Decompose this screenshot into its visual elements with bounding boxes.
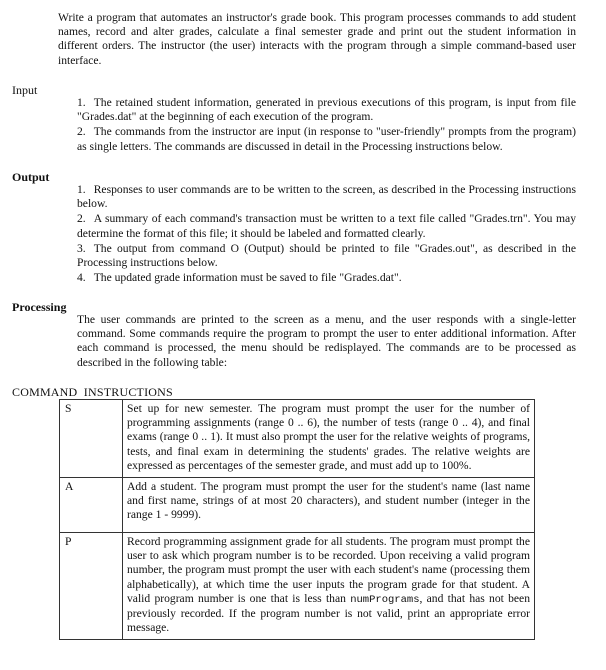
command-description: Record programming assignment grade for all students. The program must prompt the user to ask which program number is to be recorded. Upon receiving a valid program number, the program must prompt the user with each student's name (processing them alphabetically), at which time the user inputs the program grade for that student. A valid program number is one that is less than numPrograms, and that has not been previously recorded. If the program number is not valid, print an appropriate error message. xyxy=(123,533,535,640)
command-code: S xyxy=(60,400,123,478)
section-label-output: Output xyxy=(12,170,50,184)
input-list xyxy=(77,96,576,155)
table-row xyxy=(60,533,535,640)
command-description: Add a student. The program must prompt the user for the student's name (last name and first name, strings of at most 20 characters), and student number (integer in the range 1 - 9999). xyxy=(123,478,535,533)
command-code: A xyxy=(60,478,123,533)
intro-paragraph: Write a program that automates an instructor's grade book. This program processes commands to add student names, record and alter grades, calculate a final semester grade and print out the student information in different orders. The instructor (the user) interacts with the program through a simple command-based user interface. xyxy=(58,11,576,67)
table-row xyxy=(60,400,535,478)
code-identifier: numPrograms xyxy=(350,593,420,606)
list-item: 2. The commands from the instructor are input (in response to "user-friendly" prompts from the program) as single letters. The commands are discussed in detail in the Processing instructions below. xyxy=(77,125,576,153)
table-row xyxy=(60,478,535,533)
command-code: P xyxy=(60,533,123,640)
list-item: 1. The retained student information, generated in previous executions of this program, is input from file "Grades.dat" at the beginning of each execution of the program. xyxy=(77,96,576,124)
section-label-processing: Processing xyxy=(12,300,67,314)
list-item: 4. The updated grade information must be saved to file "Grades.dat". xyxy=(77,271,402,285)
list-item: 3. The output from command O (Output) should be printed to file "Grades.out", as described in the Processing instructions below. xyxy=(77,241,576,270)
list-item: 1. Responses to user commands are to be written to the screen, as described in the Processing instructions below. xyxy=(77,183,576,211)
processing-paragraph: The user commands are printed to the screen as a menu, and the user responds with a single-letter command. Some commands require the program to prompt the user to enter additional information. After each command is processed, the menu should be redisplayed. The commands are to be processed as described in the following table: xyxy=(77,313,576,369)
list-item: 2. A summary of each command's transaction must be written to a text file called "Grades.trn". You may determine the format of this file; it should be labeled and formatted clearly. xyxy=(77,212,576,240)
command-instructions-heading: COMMAND INSTRUCTIONS xyxy=(12,385,173,399)
command-table xyxy=(59,399,535,640)
section-label-input: Input xyxy=(12,83,38,97)
command-description: Set up for new semester. The program must prompt the user for the number of programming assignments (range 0 .. 6), the number of tests (range 0 .. 4), and final exams (range 0 .. 1). It must also prompt the user for the relative weights of programs, tests, and final exam in determining the students' grades. The relative weights are expressed as percentages of the semester grade, and must add up to 100%. xyxy=(123,400,535,478)
output-list xyxy=(77,183,576,286)
